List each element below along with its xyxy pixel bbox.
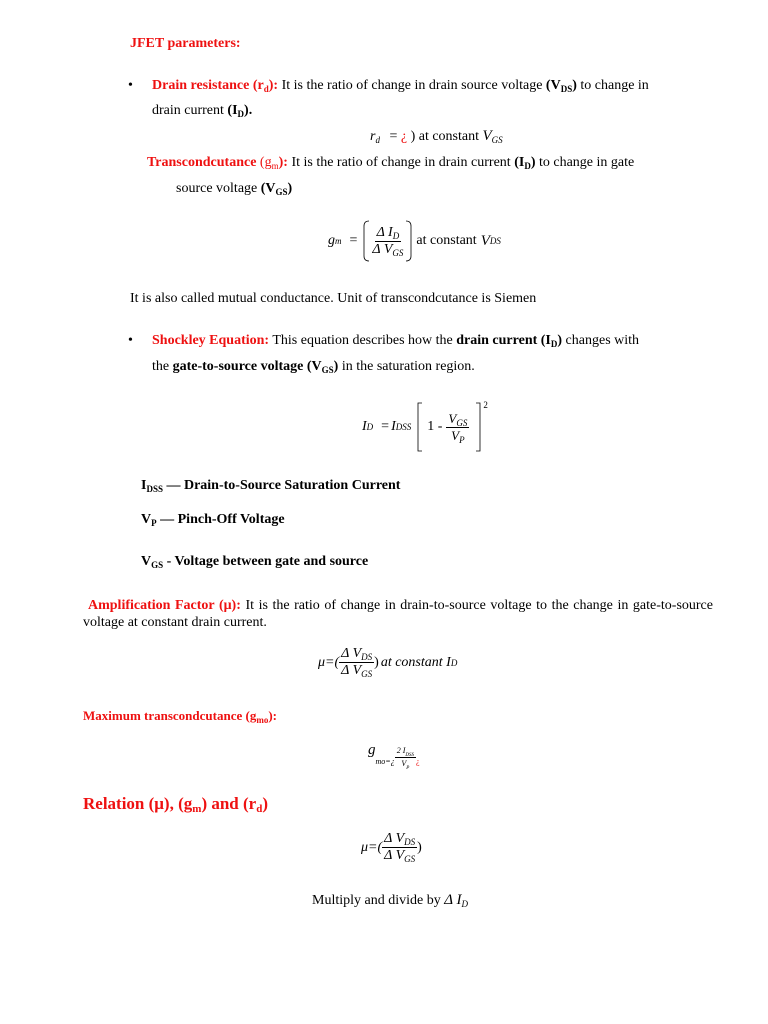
transconductance-formula: g m = $\frac{\Delta I_D}{\Delta V_{GS}}$ at constant V DS [328, 220, 501, 262]
definition-idss: $I_{DSS}$ — Drain-to-Source Saturation Current [141, 478, 401, 494]
drain-resistance-line1: Drain resistance $(r_d)$: It is the ratio of change in drain source voltage $(V_{DS})$ to change in [152, 78, 649, 94]
left-paren-icon [363, 220, 370, 262]
definition-vgs: $V_{GS}$ - Voltage between gate and source [141, 554, 369, 570]
right-paren-icon [405, 220, 412, 262]
max-transconductance-title: Maximum transcondcutance $(g_{mo})$: [83, 708, 277, 725]
amplification-paragraph: Amplification Factor (μ): It is the ratio of change in drain-to-source voltage to the change in gate-to-source voltage at constant drain current. [83, 598, 713, 630]
relation-heading: Relation (μ), $(g_m)$ and $(r_d)$ [83, 794, 269, 815]
transconductance-note: It is also called mutual conductance. Unit of transcondcutance is Siemen [130, 291, 537, 306]
multiply-divide-line: Multiply and divide by Δ $I_D$ [312, 892, 468, 909]
bullet: • [128, 333, 133, 348]
drain-resistance-line2: drain current $(I_D)$. [152, 103, 253, 119]
drain-resistance-formula: $r_d$ = ¿ ) at constant $V_{GS}$ [370, 128, 503, 145]
left-bracket-icon [417, 402, 423, 452]
transconductance-line2: source voltage $(V_{GS})$ [176, 181, 293, 197]
definition-vp: $V_P$ — Pinch-Off Voltage [141, 512, 285, 528]
shockley-line1: Shockley Equation: This equation describes how the drain current $(I_D)$ changes with [152, 333, 640, 349]
shockley-formula: I D = I DSS 1 - $\frac{V_{GS}}{V_P}$ 2 [362, 402, 488, 452]
drain-resistance-title: Drain resistance $(r_d)$: [152, 78, 279, 94]
amplification-formula: μ=( $\frac{\Delta V_{DS}}{\Delta V_{GS}}$ ) at constant I D [318, 646, 458, 679]
transconductance-line1: Transcondcutance $(g_m)$: It is the ratio of change in drain current $(I_D)$ to change in gate [147, 155, 635, 171]
relation-formula: μ=( $\frac{\Delta V_{DS}}{\Delta V_{GS}}$ ) [361, 831, 422, 864]
right-bracket-icon [475, 402, 481, 452]
shockley-line2: the gate-to-source voltage $(V_{GS})$ in the saturation region. [152, 359, 475, 375]
bullet: • [128, 78, 133, 93]
max-transconductance-formula: g mo=¿ $\frac{2 I_{DSS}}{V_P}$ ¿ [368, 742, 420, 771]
section-heading: JFET parameters: [130, 36, 241, 51]
